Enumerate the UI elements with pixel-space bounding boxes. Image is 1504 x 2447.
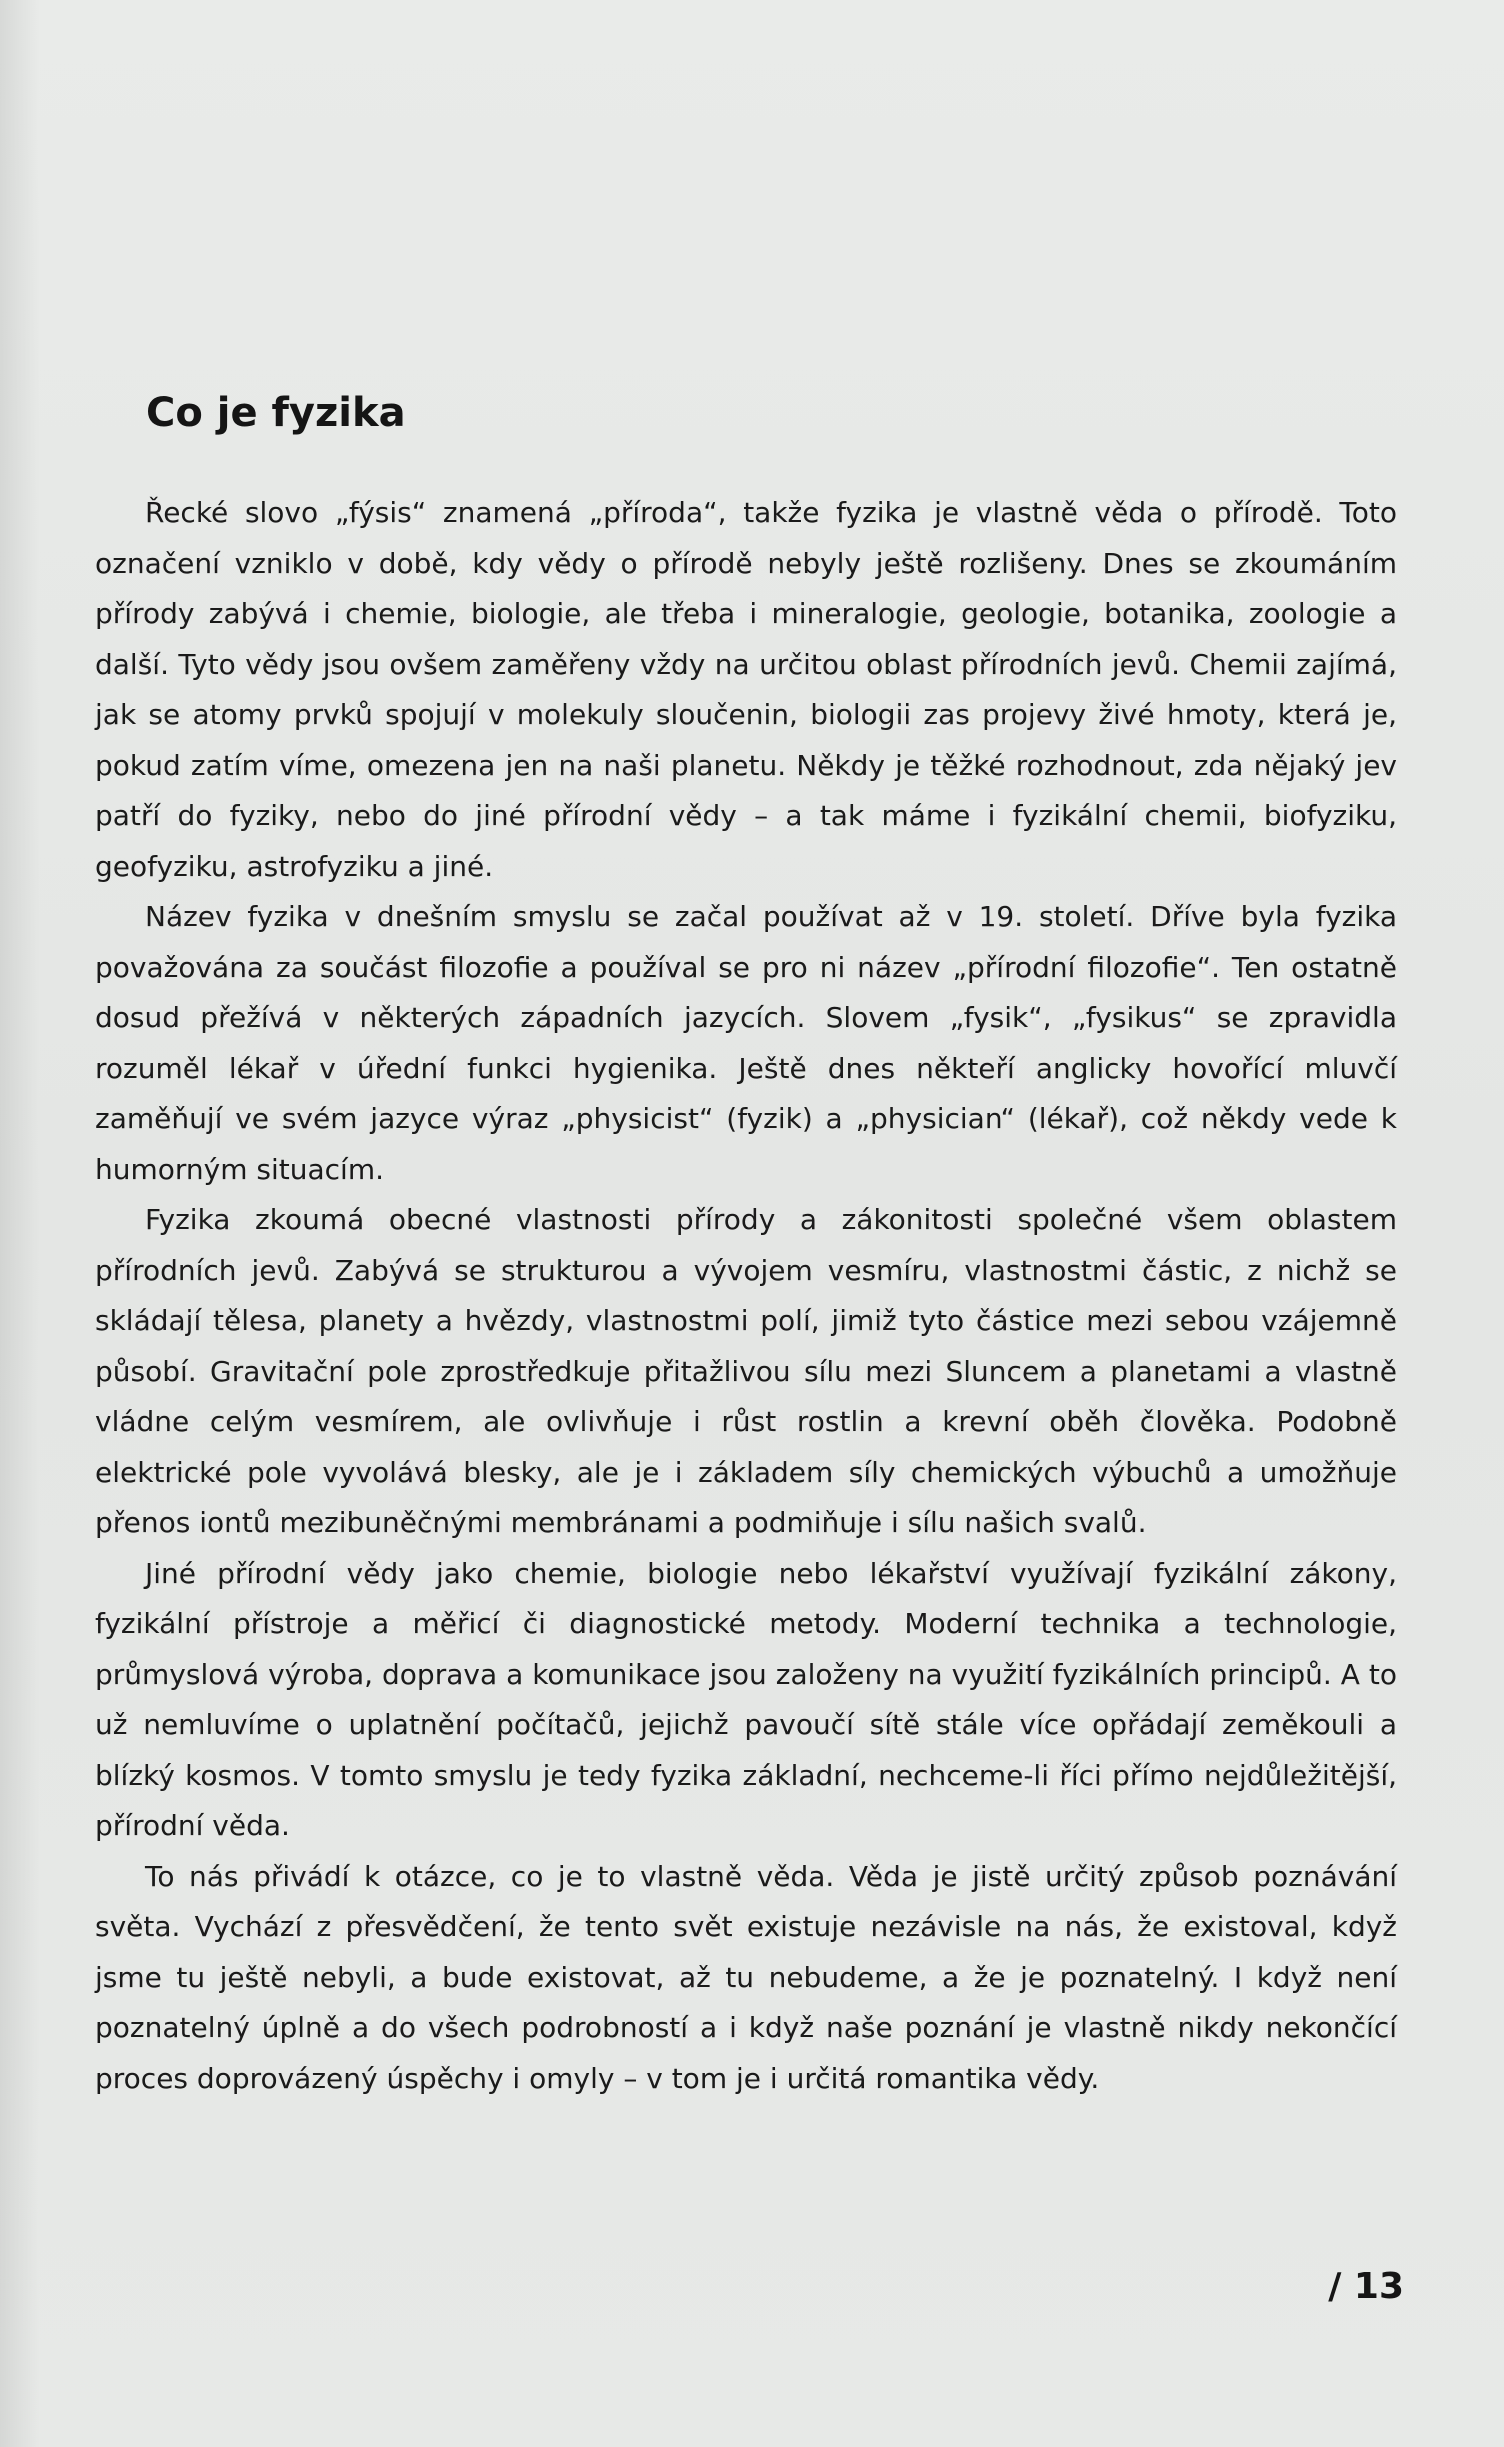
- body-text: [95, 488, 1397, 2104]
- page-number: / 13: [1328, 2266, 1404, 2307]
- paragraph-1: Řecké slovo „fýsis“ znamená „příroda“, takže fyzika je vlastně věda o přírodě. Toto označení vzniklo v době, kdy vědy o přírodě nebyly ještě rozlišeny. Dnes se zkoumáním přírody zabývá i chemie, biologie, ale třeba i mineralogie, geologie, botanika, zoologie a další. Tyto vědy jsou ovšem zaměřeny vždy na určitou oblast přírodních jevů. Chemii zajímá, jak se atomy prvků spojují v molekuly sloučenin, biologii zas projevy živé hmoty, která je, pokud zatím víme, omezena jen na naši planetu. Někdy je těžké rozhodnout, zda nějaký jev patří do fyziky, nebo do jiné přírodní vědy – a tak máme i fyzikální chemii, biofyziku, geofyziku, astrofyziku a jiné.: [95, 496, 1397, 883]
- paragraph-3: Fyzika zkoumá obecné vlastnosti přírody a zákonitosti společné všem oblastem přírodních jevů. Zabývá se strukturou a vývojem vesmíru, vlastnostmi částic, z nichž se skládají tělesa, planety a hvězdy, vlastnostmi polí, jimiž tyto částice mezi sebou vzájemně působí. Gravitační pole zprostředkuje přitažlivou sílu mezi Sluncem a planetami a vlastně vládne celým vesmírem, ale ovlivňuje i růst rostlin a krevní oběh člověka. Podobně elektrické pole vyvolává blesky, ale je i základem síly chemických výbuchů a umožňuje přenos iontů mezibuněčnými membránami a podmiňuje i sílu našich svalů.: [95, 1203, 1397, 1539]
- paragraph-2: Název fyzika v dnešním smyslu se začal používat až v 19. století. Dříve byla fyzika považována za součást filozofie a používal se pro ni název „přírodní filozofie“. Ten ostatně dosud přežívá v některých západních jazycích. Slovem „fysik“, „fysikus“ se zpravidla rozuměl lékař v úřední funkci hygienika. Ještě dnes někteří anglicky hovořící mluvčí zaměňují ve svém jazyce výraz „physicist“ (fyzik) a „physician“ (lékař), což někdy vede k humorným situacím.: [95, 900, 1397, 1186]
- paragraph-4: Jiné přírodní vědy jako chemie, biologie nebo lékařství využívají fyzikální zákony, fyzikální přístroje a měřicí či diagnostické metody. Moderní technika a technologie, průmyslová výroba, doprava a komunikace jsou založeny na využití fyzikálních principů. A to už nemluvíme o uplatnění počítačů, jejichž pavoučí sítě stále více opřádají zeměkouli a blízký kosmos. V tomto smyslu je tedy fyzika základní, nechceme-li říci přímo nejdůležitější, přírodní věda.: [95, 1556, 1397, 1842]
- section-heading: Co je fyzika: [146, 390, 406, 436]
- paragraph-5: To nás přivádí k otázce, co je to vlastně věda. Věda je jistě určitý způsob poznávání světa. Vychází z přesvědčení, že tento svět existuje nezávisle na nás, že existoval, když jsme tu ještě nebyli, a bude existovat, až tu nebudeme, a že je poznatelný. I když není poznatelný úplně a do všech podrobností a i když naše poznání je vlastně nikdy nekončící proces doprovázený úspěchy i omyly – v tom je i určitá romantika vědy.: [95, 1859, 1397, 2095]
